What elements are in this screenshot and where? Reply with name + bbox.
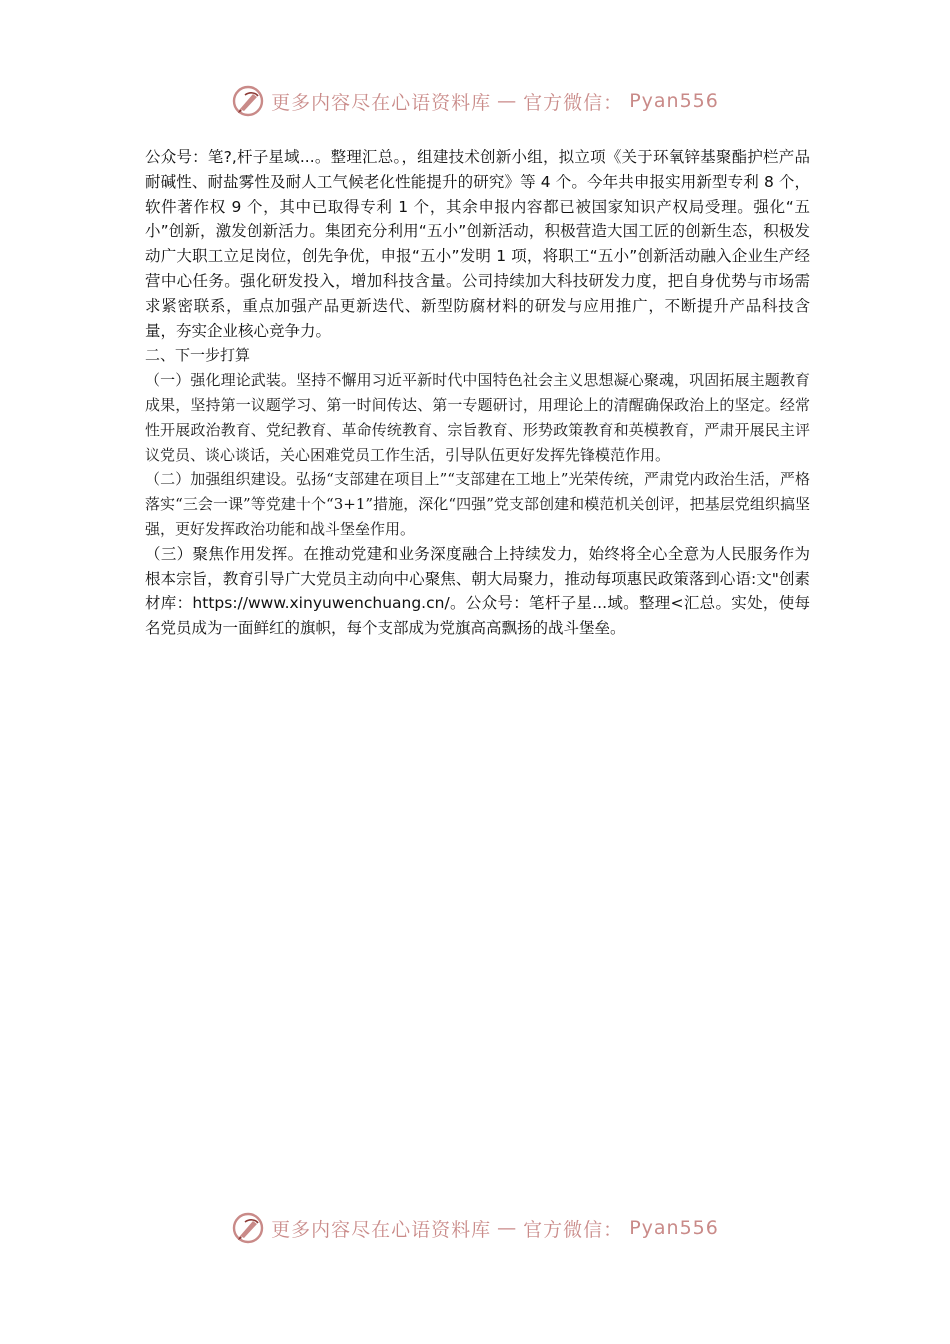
pen-logo-icon xyxy=(231,1211,265,1245)
watermark-label: 官方微信： xyxy=(523,1218,624,1241)
paragraph-theory: （一）强化理论武装。坚持不懈用习近平新时代中国特色社会主义思想凝心聚魂，巩固拓展主题教育成果，坚持第一议题学习、第一时间传达、第一专题研讨，用理论上的清醒确保政治上的坚定。经常性开展政治教育、党纪教育、革命传统教育、宗旨教育、形势政策教育和英模教育，严肃开展民主评议党员、谈心谈话，关心困难党员工作生活，引导队伍更好发挥先锋模范作用。 xyxy=(145,371,810,464)
paragraph-organization: （二）加强组织建设。弘扬“支部建在项目上”“支部建在工地上”光荣传统，严肃党内政治生活，严格落实“三会一课”等党建十个“3+1”措施，深化“四强”党支部创建和模范机关创评，把基层党组织搞坚强，更好发挥政治功能和战斗堡垒作用。 xyxy=(145,470,810,538)
watermark-separator: — xyxy=(497,90,518,112)
paragraph-innovation: 公众号：笔?,杆子星域...。整理汇总。，组建技术创新小组，拟立项《关于环氧锌基聚酯护栏产品耐碱性、耐盐雾性及耐人工气候老化性能提升的研究》等 4 个。今年共申报实用新型专利 8 个，软件著作权 9 个，其中已取得专利 1 个，其余申报内容都已被国家知识产权局受理。强化“五小”创新，激发创新活力。集团充分利用“五小”创新活动，积极营造大国工匠的创新生态，积极发动广大职工立足岗位，创先争优，申报“五小”发明 1 项，将职工“五小”创新活动融入企业生产经营中心任务。强化研发投入，增加科技含量。公司持续加大科技研发力度，把自身优势与市场需求紧密联系，重点加强产品更新迭代、新型防腐材料的研发与应用推广，不断提升产品科技含量，夯实企业核心竞争力。 xyxy=(145,148,810,340)
watermark-id: Pyan556 xyxy=(629,1217,719,1239)
header-watermark xyxy=(0,84,950,118)
watermark-label: 官方微信： xyxy=(523,91,624,114)
watermark-id: Pyan556 xyxy=(629,90,719,112)
section-heading-next-steps: 二、下一步打算 xyxy=(145,346,251,365)
footer-watermark xyxy=(0,1211,950,1245)
paragraph-role: （三）聚焦作用发挥。在推动党建和业务深度融合上持续发力，始终将全心全意为人民服务作为根本宗旨，教育引导广大党员主动向中心聚焦、朝大局聚力，推动每项惠民政策落到心语:文"创素材库：https://www.xinyuwenchuang.cn/。公众号：笔杆子星...域。整理<汇总。实处，使每名党员成为一面鲜红的旗帜，每个支部成为党旗高高飘扬的战斗堡垒。 xyxy=(145,544,810,638)
document-body xyxy=(145,145,810,641)
watermark-text: 更多内容尽在心语资料库 xyxy=(271,91,492,114)
watermark-text: 更多内容尽在心语资料库 xyxy=(271,1218,492,1241)
pen-logo-icon xyxy=(231,84,265,118)
watermark-separator: — xyxy=(497,1217,518,1239)
